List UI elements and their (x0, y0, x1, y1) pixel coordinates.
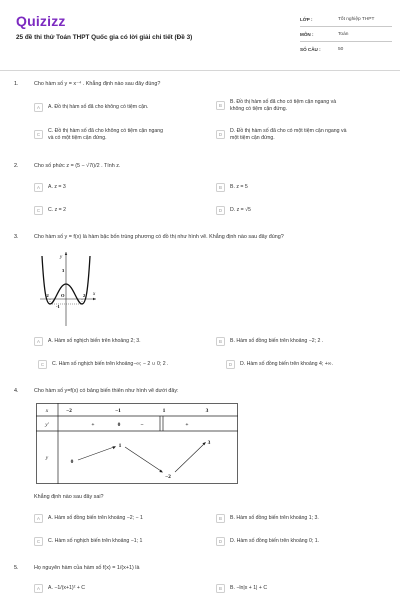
x-value: 1 (162, 408, 166, 414)
option-text: A. Hàm số nghịch biến trên khoảng 2; 3. (48, 338, 141, 344)
tick-label-y: 3 (62, 268, 65, 273)
question-number: 5. (14, 565, 19, 571)
option-letter-box: B (216, 337, 225, 346)
option-d[interactable] (226, 360, 333, 369)
question-number: 2. (14, 163, 19, 169)
origin-label: O (61, 293, 65, 298)
option-d[interactable] (216, 537, 319, 546)
meta-value: Toán (338, 31, 349, 37)
quizizz-logo: Quizizz (16, 13, 66, 29)
option-a[interactable] (34, 584, 85, 593)
option-text: C. z = 2 (48, 207, 67, 213)
option-text: D. Đồ thị hàm số đã cho có một tiệm cận ngang và một tiệm cận đứng. (230, 128, 347, 141)
question-prompt: Khẳng định nào sau đây sai? (34, 494, 104, 500)
arrow-head (112, 446, 116, 449)
y-value: 3 (207, 440, 211, 446)
option-letter-box: A (34, 584, 43, 593)
meta-label: SỐ CÂU : (300, 47, 321, 52)
meta-label: LỚP : (300, 16, 313, 22)
meta-value: Tốt nghiệp THPT (338, 16, 375, 22)
option-letter-box: D (216, 537, 225, 546)
x-axis-label: x (93, 292, 96, 297)
option-text: A. Hàm số đồng biến trên khoảng −2; − 1 (48, 515, 143, 521)
option-letter-box: D (226, 360, 235, 369)
option-c[interactable] (34, 206, 66, 215)
row-label-yprime: y' (45, 422, 49, 428)
option-text: B. Hàm số đồng biến trên khoảng 1; 3. (230, 515, 319, 521)
question-text: Cho hàm số y=f(x) có bảng biến thiên như hình vẽ dưới đây: (34, 388, 179, 394)
x-value: −1 (115, 408, 121, 414)
tick-label-y: -1 (56, 304, 60, 309)
option-text: A. −1/(x+1)² + C (48, 585, 86, 591)
row-label-y: y (45, 455, 49, 461)
question-text: Cho hàm số y = f(x) là hàm bậc bốn trùng phương có đồ thị như hình vẽ. Khẳng định nào sau đây đúng? (34, 234, 284, 240)
option-b[interactable] (216, 584, 267, 593)
page-title: 25 đề thi thử Toán THPT Quốc gia có lời giải chi tiết (Đề 3) (16, 34, 193, 41)
sign-value: + (91, 422, 95, 428)
y-value: −2 (165, 474, 171, 480)
option-text: C. Hàm số nghịch biến trên khoảng−∞; − 2 ∪ 0; 2 . (52, 361, 169, 367)
option-letter-box: C (34, 537, 43, 546)
option-letter-box: B (216, 584, 225, 593)
y-axis-arrow (65, 252, 67, 255)
option-text: C. Đồ thị hàm số đã cho không có tiệm cận ngang và có một tiệm cận đứng. (48, 128, 164, 141)
option-text: A. z = 3 (48, 184, 66, 190)
meta-label: MÔN : (300, 31, 314, 37)
variation-table (36, 403, 238, 484)
meta-row-count (300, 42, 392, 57)
meta-value: 50 (338, 47, 344, 52)
option-b[interactable] (216, 183, 248, 192)
option-b[interactable] (216, 514, 319, 523)
y-value: 0 (70, 459, 74, 465)
option-text: C. Hàm số nghịch biến trên khoảng −1; 1 (48, 538, 143, 544)
option-text: D. z = √5 (230, 207, 251, 213)
function-graph (36, 250, 98, 328)
option-letter-box: A (34, 514, 43, 523)
question-text: Họ nguyên hàm của hàm số f(x) = 1/(x+1) là (34, 565, 140, 571)
option-text: D. Hàm số đồng biến trên khoảng 0; 1. (230, 538, 320, 544)
meta-row-subject (300, 27, 392, 42)
option-letter-box: A (34, 337, 43, 346)
option-letter-box: B (216, 183, 225, 192)
question-number: 3. (14, 234, 19, 240)
option-c[interactable] (38, 360, 169, 369)
option-letter-box: C (34, 130, 43, 139)
tick-label-x: -2 (45, 293, 49, 298)
option-letter-box: B (216, 101, 225, 110)
worksheet-header (0, 0, 400, 70)
option-d[interactable] (216, 206, 251, 215)
sign-value: 0 (117, 422, 121, 428)
question-text: Cho hàm số y = x⁻⁴ . Khẳng định nào sau đây đúng? (34, 81, 161, 87)
option-a[interactable] (34, 337, 141, 346)
x-value: 3 (205, 408, 209, 414)
option-d[interactable] (216, 127, 347, 142)
question-text: Cho số phức z = (5 − √7i)/2 . Tính z. (34, 163, 121, 169)
option-c[interactable] (34, 537, 142, 546)
option-text: B. −ln|x + 1| + C (230, 585, 268, 591)
option-a[interactable] (34, 514, 143, 523)
sign-value: + (185, 422, 189, 428)
meta-panel (300, 12, 392, 57)
header-divider (0, 70, 400, 71)
option-letter-box: D (216, 130, 225, 139)
meta-row-class (300, 12, 392, 27)
variation-arrow (175, 444, 204, 472)
option-b[interactable] (216, 337, 323, 346)
y-axis-label: y (60, 255, 63, 260)
option-text: B. Đồ thị hàm số đã cho có tiệm cận ngang và không có tiệm cận đứng. (230, 99, 337, 112)
option-b[interactable] (216, 98, 336, 113)
option-letter-box: B (216, 514, 225, 523)
x-axis-arrow (93, 298, 96, 300)
option-a[interactable] (34, 183, 66, 192)
option-letter-box: D (216, 206, 225, 215)
y-value: 1 (118, 443, 122, 449)
x-value: −2 (66, 408, 72, 414)
variation-arrow (125, 447, 161, 471)
row-label-x: x (45, 408, 49, 414)
question-number: 4. (14, 388, 19, 394)
option-letter-box: C (34, 206, 43, 215)
sign-value: − (140, 422, 144, 428)
option-text: B. Hàm số đồng biến trên khoảng −2; 2 . (230, 338, 324, 344)
option-c[interactable] (34, 127, 163, 142)
option-a[interactable] (34, 103, 148, 112)
option-letter-box: C (38, 360, 47, 369)
variation-arrow (78, 447, 114, 460)
question-number: 1. (14, 81, 19, 87)
option-letter-box: A (34, 103, 43, 112)
tick-label-x: 2 (83, 293, 86, 298)
option-text: D. Hàm số đồng biến trên khoảng 4; +∞. (240, 361, 333, 367)
option-letter-box: A (34, 183, 43, 192)
option-text: B. z = 5 (230, 184, 248, 190)
option-text: A. Đồ thị hàm số đã cho không có tiệm cận. (48, 104, 149, 110)
